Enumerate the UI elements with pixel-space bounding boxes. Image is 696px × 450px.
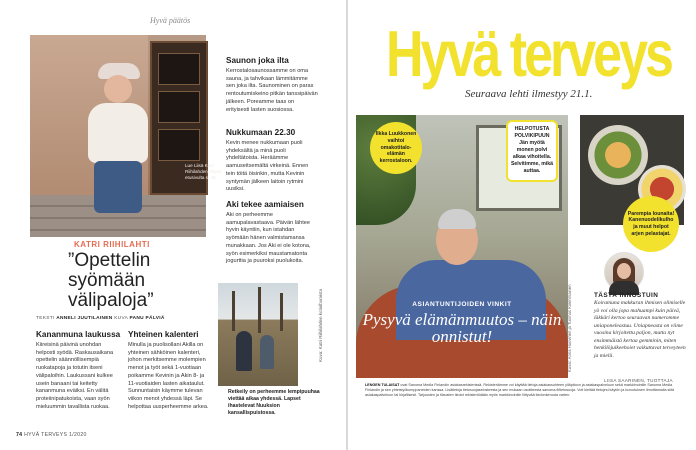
next-issue-subtitle: Seuraava lehti ilmestyy 21.1. xyxy=(465,88,593,100)
article-headline: ”Opettelin syömään välipaloja” xyxy=(68,250,154,311)
col3c-body: Aki on perheemme aamupalavastaava. Päivän lähtee hyvin käyntiin, kun istahdan syömään hänen valmistamansa munakkaan. Jos Aki ei ole kotona, syön esimerkiksi maustamatonta jogurttia ja puuroksi puolukoita. xyxy=(226,212,311,265)
article-byline: TEKSTI ANNELI JUUTILAINEN KUVA PANU PÄLVIÄ xyxy=(36,316,165,321)
innostun-signature: LIISA SAARINEN, TUOTTAJA xyxy=(604,378,673,383)
page-folio: 74 HYVÄ TERVEYS 1/2020 xyxy=(16,432,87,438)
right-page xyxy=(348,0,696,450)
editor-avatar xyxy=(604,252,644,292)
section-title: Hyvä päätös xyxy=(150,16,191,25)
portrait-caption: Lue Liisä Katri Riihilahden ohjeet etusivulta s. 46. xyxy=(185,163,222,180)
person-figure xyxy=(82,63,152,213)
left-page xyxy=(0,0,346,450)
col1-body: Kiireisinä päivinä unohdan helposti syödä. Raskausaikana opettelin säännöllisempiä ruokatapoja ja totutin itseni välipaloihin. Laukussani kulkee usein banaani tai keitetty kananmuna eväiksi. En välitä proteiinipatukoista, vaan syön mieluummin tavallista ruokaa. xyxy=(36,342,114,410)
col3a-heading: Saunon joka ilta xyxy=(226,56,289,65)
article-kicker: KATRI RIIHILAHTI xyxy=(74,240,150,249)
teaser-callout-center: HELPOTUSTA POLVIKIPUUN Jän myötä monen polvi alkaa vihoitella. Selvitimme, mikä auttaa. xyxy=(506,120,558,182)
col2-body: Minulla ja puolisollani Akilla on yhteinen sähköinen kalenteri, johon merkitsemme molempien menot ja työt sekä 1-vuotiaan poikamme Kevinin ja Akin 8- ja 11-vuotiaiden lasten aikataulut. Sunnuntaisin käymme tulevan viikon menot yhdessä läpi. Se helpottaa uusperheemme arkea. xyxy=(128,342,209,410)
col3b-heading: Nukkumaan 22.30 xyxy=(226,128,296,137)
col2-heading: Yhteinen kalenteri xyxy=(128,330,199,339)
col3c-heading: Aki tekee aamiaisen xyxy=(226,200,304,209)
teaser-bubble-left: Ilkka Luukkonen vaihtoi omakotitalo-elämän kerrostaloon. xyxy=(370,122,422,174)
col3a-body: Kerrostalosaunossamme on oma sauna, ja tahvikaan lämmitämme sen joka ilta. Saunominen on paras rentoutumiskeino pitkän tanssipäivän jälkeen. Poreamme taas on erityisesti lasten suosiossa. xyxy=(226,68,318,113)
cover-headline: Pysyvä elämänmuutos – näin onnistut! xyxy=(362,310,562,346)
hiking-photo-credit: Kuva: Katri Riihilahden kotialbumista xyxy=(318,288,323,362)
portrait-photo xyxy=(30,35,222,237)
col3b-body: Kevin menee nukkumaan puoli yhdeksältä ja minä puoli yhdeltätoista. Heräämme aamuseitsemältä virkeinä. Ennen tein töitä öisinkin, mutta Kevinin syntymän jälkeen laitoin rytmini uusiksi. xyxy=(226,140,309,193)
hiking-caption: Retkeily on perheemme lempipuuhaa viettää aikaa yhdessä. Lapset ihastelevat Nuuksion kansallispuistossa. xyxy=(228,389,320,417)
col1-heading: Kananmuna laukussa xyxy=(36,330,121,339)
innostun-heading: TÄSTÄ INNOSTUIN xyxy=(594,292,659,299)
cover-photo-credit: Kuvat: Anna Huovinen ja Tuomas Kolehmainen xyxy=(567,284,572,372)
cover-kicker: ASIANTUNTIJOIDEN VINKIT xyxy=(412,301,512,308)
hiking-photo xyxy=(218,283,298,386)
innostun-text: Koiramuna makkuran ihmisen olimiselle yö voi olla jopa mahuampi kuin päivä, läkkäri kertoo seuraavan numeromme uniaponeleastuu. Uniapneasta on viime vuosina kirjoitettu paljon, mutta nyt ensimmäistä kertaa gemminin, miten henkilöjulkeehoiet vaikuttavat terveyteen ja mielii. xyxy=(594,300,686,359)
magazine-title: Hyvä terveys xyxy=(386,18,671,91)
privacy-footnote: LENGEN TULAISAT ovat Sanoma Media Finlandin asiakasrekisterissä. Rekisteriämme voi käyttää tietoja asiakassuhteen ylläpitoon ja asiakaspalveluun sekä markkinointiin Sanoma Media Finlandin ja sen yhteistyökumppaneiden kanssa. Lisätietoja tietosuojaselosteesta ja sen mukaan osoitteesta sanoma.fi/tietosuoja. Voit kieltää tietojesi käytön ja luovutuksen ilmoittamalla siitä asiakaspalveluun tai kirjallisesti. Tarjousten ja tilausten tiedot rekisteröidään myös markkinointiin liittyvää tiedonkeruuta varten. xyxy=(365,383,675,397)
teaser-bubble-right: Parempia lounaita! Kanenuodelikulho ja muut helpot arjen pelastajat. xyxy=(623,196,679,252)
